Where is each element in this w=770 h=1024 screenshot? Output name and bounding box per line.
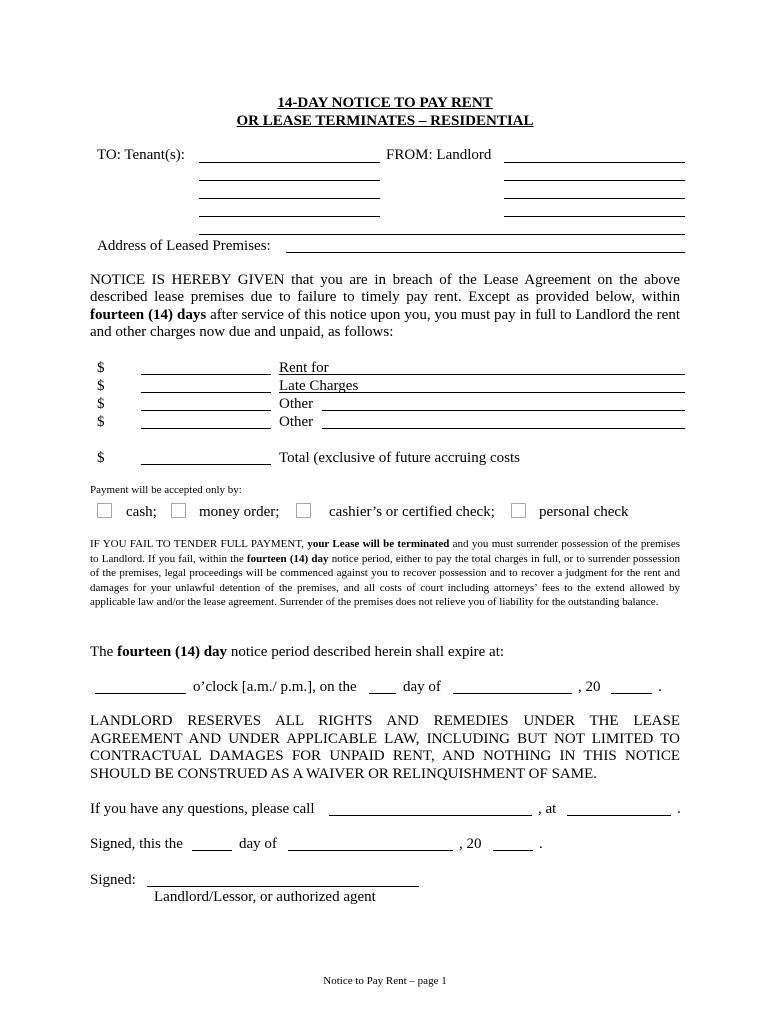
other-2-detail-field[interactable] bbox=[322, 428, 685, 429]
rent-label: Rent for bbox=[279, 360, 329, 376]
tenant-label: TO: Tenant(s): bbox=[97, 147, 185, 163]
currency-symbol: $ bbox=[97, 414, 105, 430]
expiry-statement bbox=[90, 644, 504, 661]
questions-contact-field[interactable] bbox=[329, 815, 532, 816]
total-label: Total (exclusive of future accruing costs bbox=[279, 450, 520, 466]
signature-field[interactable] bbox=[147, 886, 419, 887]
late-charges-label: Late Charges bbox=[279, 378, 359, 394]
personal-check-checkbox[interactable] bbox=[511, 503, 526, 518]
questions-period: . bbox=[677, 801, 681, 817]
cash-option-label: cash; bbox=[126, 504, 157, 520]
rent-amount-field[interactable] bbox=[141, 374, 271, 375]
signed-month-field[interactable] bbox=[288, 850, 453, 851]
expiry-period: . bbox=[658, 679, 662, 695]
warning-paragraph bbox=[90, 537, 680, 610]
reservation-paragraph: LANDLORD RESERVES ALL RIGHTS AND REMEDIES UNDER THE LEASE AGREEMENT AND UNDER APPLICABLE LAW, INCLUDING BUT NOT LIMITED TO CONTRACTUAL DAMAGES FOR UNPAID RENT, AND NOTHING IN THIS NOTICE SHOULD BE CONSTRUED AS A WAIVER OR RELINQUISHMENT OF SAME. bbox=[90, 713, 680, 782]
expiry-text-pre: The bbox=[90, 644, 118, 660]
currency-symbol: $ bbox=[97, 378, 105, 394]
currency-symbol: $ bbox=[97, 396, 105, 412]
other-2-amount-field[interactable] bbox=[141, 428, 271, 429]
expiry-day-field[interactable] bbox=[369, 693, 396, 694]
total-amount-field[interactable] bbox=[141, 464, 271, 465]
title-line-1: 14-DAY NOTICE TO PAY RENT bbox=[277, 95, 493, 111]
page-footer: Notice to Pay Rent – page 1 bbox=[323, 975, 447, 987]
expiry-year-field[interactable] bbox=[611, 693, 652, 694]
address-label: Address of Leased Premises: bbox=[97, 238, 271, 254]
other-2-label: Other bbox=[279, 414, 314, 430]
tenant-name-field-3[interactable] bbox=[199, 198, 380, 199]
money-order-checkbox[interactable] bbox=[171, 503, 186, 518]
other-1-label: Other bbox=[279, 396, 314, 412]
personal-check-option-label: personal check bbox=[539, 504, 629, 520]
address-field-line-2[interactable] bbox=[286, 252, 685, 253]
late-charges-detail-field[interactable] bbox=[279, 392, 685, 393]
signed-year-field[interactable] bbox=[493, 850, 533, 851]
notice-paragraph bbox=[90, 272, 680, 341]
questions-phone-field[interactable] bbox=[567, 815, 671, 816]
expiry-month-field[interactable] bbox=[453, 693, 572, 694]
landlord-name-field-2[interactable] bbox=[504, 180, 685, 181]
rent-period-field[interactable] bbox=[279, 374, 685, 375]
text-run: IF YOU FAIL TO TENDER FULL PAYMENT, bbox=[90, 538, 308, 550]
signed-day-of-label: day of bbox=[239, 836, 277, 852]
other-1-amount-field[interactable] bbox=[141, 410, 271, 411]
other-1-detail-field[interactable] bbox=[322, 410, 685, 411]
tenant-name-field-4[interactable] bbox=[199, 216, 380, 217]
questions-at-label: , at bbox=[538, 801, 557, 817]
signed-year-prefix: , 20 bbox=[459, 836, 482, 852]
money-order-option-label: money order; bbox=[199, 504, 280, 520]
text-run: after service of this notice upon you, you must pay in full to Landlord the rent and other charges now due and unpaid, as follows: bbox=[90, 306, 680, 340]
bold-text-run: fourteen (14) days bbox=[90, 306, 207, 323]
signature-label: Signed: bbox=[90, 872, 136, 888]
signed-this-label: Signed, this the bbox=[90, 836, 183, 852]
text-run: and you must surrender possession of the premises to Landlord. If you fail, within the bbox=[90, 538, 681, 565]
cashiers-check-option-label: cashier’s or certified check; bbox=[329, 504, 495, 520]
expiry-text-bold: fourteen (14) day bbox=[117, 644, 228, 660]
late-charges-amount-field[interactable] bbox=[141, 392, 271, 393]
tenant-name-field-2[interactable] bbox=[199, 180, 380, 181]
address-field-line-1[interactable] bbox=[199, 234, 685, 235]
text-run: NOTICE IS HEREBY GIVEN that you are in breach of the Lease Agreement on the above described lease premises due to failure to timely pay rent. Except as provided below, within bbox=[90, 272, 680, 306]
bold-text-run: your Lease will be terminated bbox=[307, 538, 450, 550]
tenant-name-field-1[interactable] bbox=[199, 162, 380, 163]
signature-caption: Landlord/Lessor, or authorized agent bbox=[154, 889, 376, 905]
title-line-2: OR LEASE TERMINATES – RESIDENTIAL bbox=[236, 113, 534, 129]
expiry-day-of-label: day of bbox=[403, 679, 441, 695]
landlord-name-field-3[interactable] bbox=[504, 198, 685, 199]
signed-period: . bbox=[539, 836, 543, 852]
bold-text-run: fourteen (14) day bbox=[246, 552, 329, 565]
landlord-name-field-1[interactable] bbox=[504, 162, 685, 163]
cash-checkbox[interactable] bbox=[97, 503, 112, 518]
payment-heading: Payment will be accepted only by: bbox=[90, 484, 242, 496]
landlord-label: FROM: Landlord bbox=[386, 147, 492, 163]
oclock-label: o’clock [a.m./ p.m.], on the bbox=[193, 679, 357, 695]
expiry-time-field[interactable] bbox=[95, 693, 186, 694]
currency-symbol: $ bbox=[97, 360, 105, 376]
expiry-year-prefix: , 20 bbox=[578, 679, 601, 695]
landlord-name-field-4[interactable] bbox=[504, 216, 685, 217]
text-run: notice period, either to pay the total charges in full, or to surrender possession of the premises, legal proceedings will be commenced against you to recover possession and to recover a judgment for the rent and damages for your unlawful detention of the premises, and all costs of court including attorneys’ fees to the extend allowed by applicable law and/or the lease agreement. Surrender of the premises does not relieve you of liability for the outstanding balance. bbox=[90, 552, 680, 608]
signed-day-field[interactable] bbox=[192, 850, 232, 851]
expiry-text-post: notice period described herein shall expire at: bbox=[227, 644, 505, 660]
currency-symbol: $ bbox=[97, 450, 105, 466]
questions-label: If you have any questions, please call bbox=[90, 801, 315, 817]
cashiers-check-checkbox[interactable] bbox=[296, 503, 311, 518]
